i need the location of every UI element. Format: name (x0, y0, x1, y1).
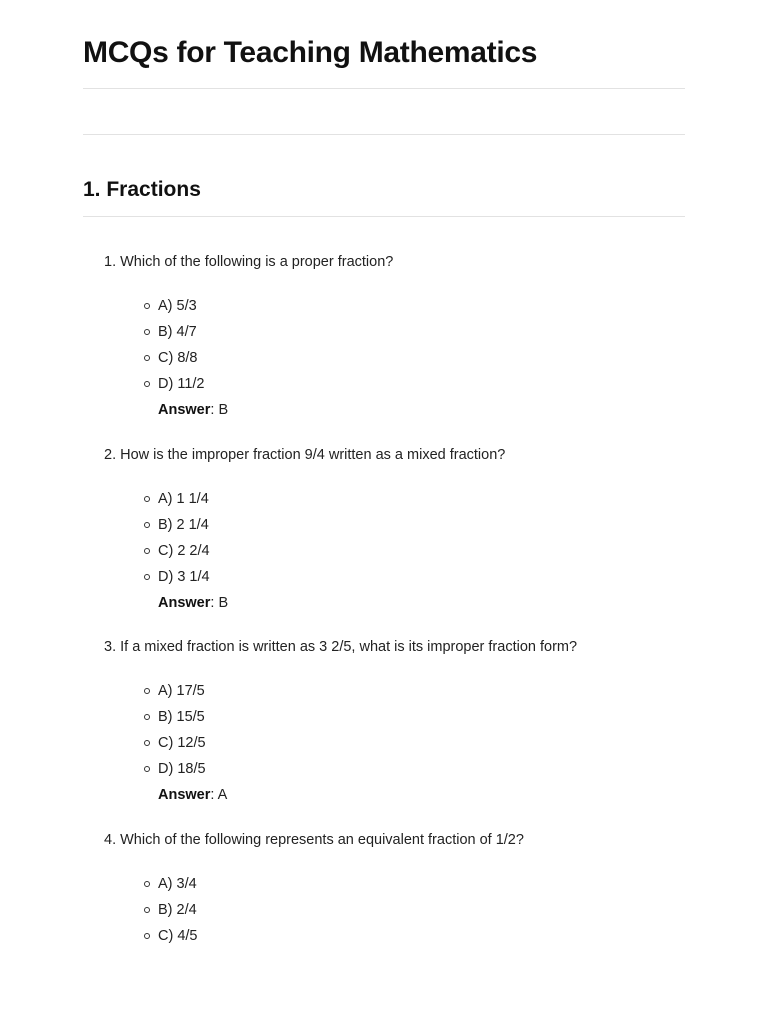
question-text: 2. How is the improper fraction 9/4 written as a mixed fraction? (104, 447, 506, 463)
circle-bullet-icon (144, 714, 150, 720)
circle-bullet-icon (144, 522, 150, 528)
option-label: A) 1 1/4 (158, 491, 209, 507)
circle-bullet-icon (144, 881, 150, 887)
option-item (144, 681, 704, 707)
option-item (144, 900, 704, 926)
section-heading: 1. Fractions (83, 178, 201, 201)
section-divider-top (83, 134, 685, 135)
page-title: MCQs for Teaching Mathematics (83, 36, 538, 69)
answer-label: Answer (158, 402, 211, 418)
circle-bullet-icon (144, 548, 150, 554)
option-list (104, 296, 704, 400)
option-item (144, 541, 704, 567)
option-label: D) 18/5 (158, 761, 206, 777)
option-label: A) 5/3 (158, 298, 197, 314)
question-text: 3. If a mixed fraction is written as 3 2/5, what is its improper fraction form? (104, 639, 578, 655)
circle-bullet-icon (144, 329, 150, 335)
answer-value: : B (210, 402, 229, 418)
title-divider (83, 88, 685, 89)
circle-bullet-icon (144, 381, 150, 387)
question-4 (104, 830, 704, 952)
answer-line (104, 785, 704, 805)
circle-bullet-icon (144, 933, 150, 939)
option-item (144, 567, 704, 593)
answer-line (104, 593, 704, 613)
answer-label: Answer (158, 787, 211, 803)
option-item (144, 926, 704, 952)
option-item (144, 874, 704, 900)
question-2 (104, 445, 704, 613)
circle-bullet-icon (144, 355, 150, 361)
circle-bullet-icon (144, 688, 150, 694)
option-list (104, 489, 704, 593)
option-label: A) 3/4 (158, 876, 197, 892)
question-text: 4. Which of the following represents an equivalent fraction of 1/2? (104, 832, 524, 848)
option-label: B) 4/7 (158, 324, 197, 340)
option-label: C) 12/5 (158, 735, 206, 751)
option-item (144, 322, 704, 348)
option-label: C) 4/5 (158, 928, 198, 944)
option-label: D) 3 1/4 (158, 569, 210, 585)
circle-bullet-icon (144, 766, 150, 772)
answer-label: Answer (158, 595, 211, 611)
option-item (144, 374, 704, 400)
option-item (144, 515, 704, 541)
option-item (144, 348, 704, 374)
option-item (144, 707, 704, 733)
circle-bullet-icon (144, 740, 150, 746)
option-label: B) 2/4 (158, 902, 197, 918)
circle-bullet-icon (144, 496, 150, 502)
option-item (144, 296, 704, 322)
option-label: B) 15/5 (158, 709, 205, 725)
option-label: A) 17/5 (158, 683, 205, 699)
question-text: 1. Which of the following is a proper fraction? (104, 254, 394, 270)
option-item (144, 759, 704, 785)
option-label: C) 8/8 (158, 350, 198, 366)
option-item (144, 733, 704, 759)
question-3 (104, 637, 704, 805)
answer-value: : A (210, 787, 228, 803)
answer-value: : B (210, 595, 229, 611)
option-label: C) 2 2/4 (158, 543, 210, 559)
circle-bullet-icon (144, 303, 150, 309)
question-1 (104, 252, 704, 420)
answer-line (104, 400, 704, 420)
circle-bullet-icon (144, 907, 150, 913)
option-label: B) 2 1/4 (158, 517, 209, 533)
section-heading-divider (83, 216, 685, 217)
option-list (104, 681, 704, 785)
option-item (144, 489, 704, 515)
option-label: D) 11/2 (158, 376, 205, 392)
option-list (104, 874, 704, 952)
circle-bullet-icon (144, 574, 150, 580)
